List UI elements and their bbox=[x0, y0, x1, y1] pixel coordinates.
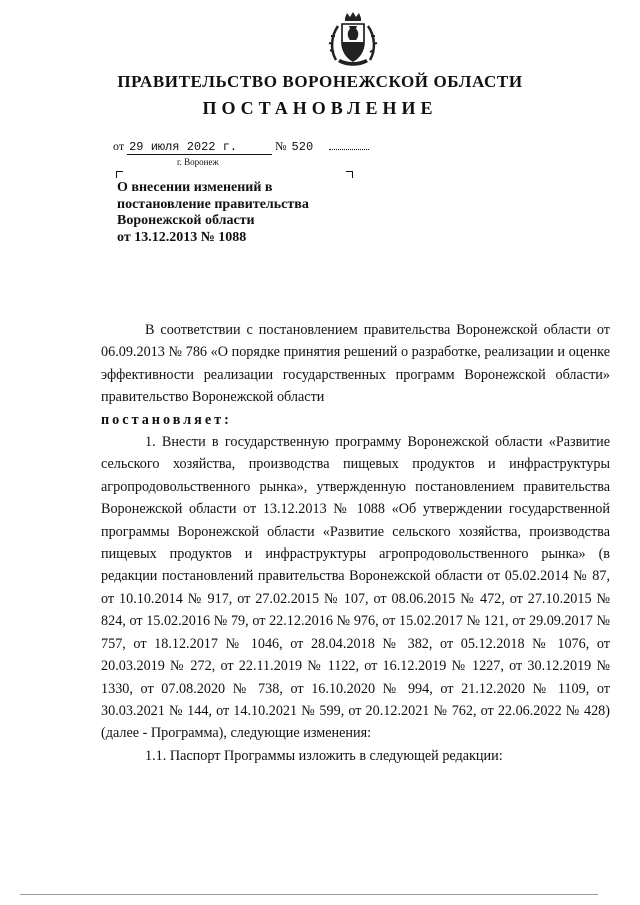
document-type: ПОСТАНОВЛЕНИЕ bbox=[202, 98, 438, 118]
preamble-paragraph: В соответствии с постановлением правительства Воронежской области от 06.09.2013 № 786 «О порядке принятия решений о разработке, реализации и оценке эффективности реализации государственных программ Воронежской области» правительство Воронежской области bbox=[101, 322, 610, 406]
subject-block bbox=[117, 180, 357, 246]
subject-line: Воронежской области bbox=[117, 213, 255, 228]
number-underline bbox=[329, 139, 369, 150]
date-number-line bbox=[113, 139, 369, 155]
document-number: 520 bbox=[291, 140, 314, 154]
paragraph-1-1: 1.1. Паспорт Программы изложить в следующей редакции: bbox=[145, 747, 503, 764]
paragraph-1: 1. Внести в государственную программу Воронежской области «Развитие сельского хозяйства, производства пищевых продуктов и инфраструктуры агропродовольственного рынка», утвержденную постановлением правительства Воронежской области от 13.12.2013 № 1088 «Об утверждении государственной программы Воронежской области «Развитие сельского хозяйства, производства пищевых продуктов и инфраструктуры агропродовольственного рынка» (в редакции постановлений правительства Воронежской области от 05.02.2014 № 87, от 10.10.2014 № 917, от 27.02.2015 № 107, от 08.06.2015 № 472, от 27.10.2015 № 824, от 15.02.2016 № 79, от 22.12.2016 № 976, от 15.02.2017 № 121, от 29.09.2017 № 757, от 18.12.2017 № 1046, от 28.04.2018 № 382, от 05.12.2018 № 1076, от 20.03.2019 № 272, от 22.11.2019 № 1122, от 16.12.2019 № 1227, от 30.12.2019 № 1330, от 07.08.2020 № 738, от 16.10.2020 № 994, от 21.12.2020 № 1109, от 30.03.2021 № 144, от 14.10.2021 № 599, от 20.12.2021 № 762, от 22.06.2022 № 428) (далее - Программа), следующие изменения: bbox=[101, 434, 610, 742]
document-date: 29 июля 2022 г. bbox=[127, 141, 272, 155]
resolves-word: постановляет: bbox=[101, 411, 232, 428]
number-prefix: № bbox=[275, 139, 287, 153]
organization-title: ПРАВИТЕЛЬСТВО ВОРОНЕЖСКОЙ ОБЛАСТИ bbox=[117, 72, 523, 91]
date-prefix: от bbox=[113, 139, 125, 153]
page-bottom-rule bbox=[20, 894, 598, 895]
subject-line: постановление правительства bbox=[117, 196, 309, 212]
subject-line: от 13.12.2013 № 1088 bbox=[117, 229, 247, 245]
subject-line: О внесении изменений в bbox=[117, 180, 273, 195]
subject-corner-left bbox=[116, 171, 123, 178]
subject-corner-right bbox=[346, 171, 353, 178]
city: г. Воронеж bbox=[177, 157, 219, 167]
document-body bbox=[101, 319, 610, 767]
voronezh-coat-of-arms-icon bbox=[328, 12, 378, 68]
